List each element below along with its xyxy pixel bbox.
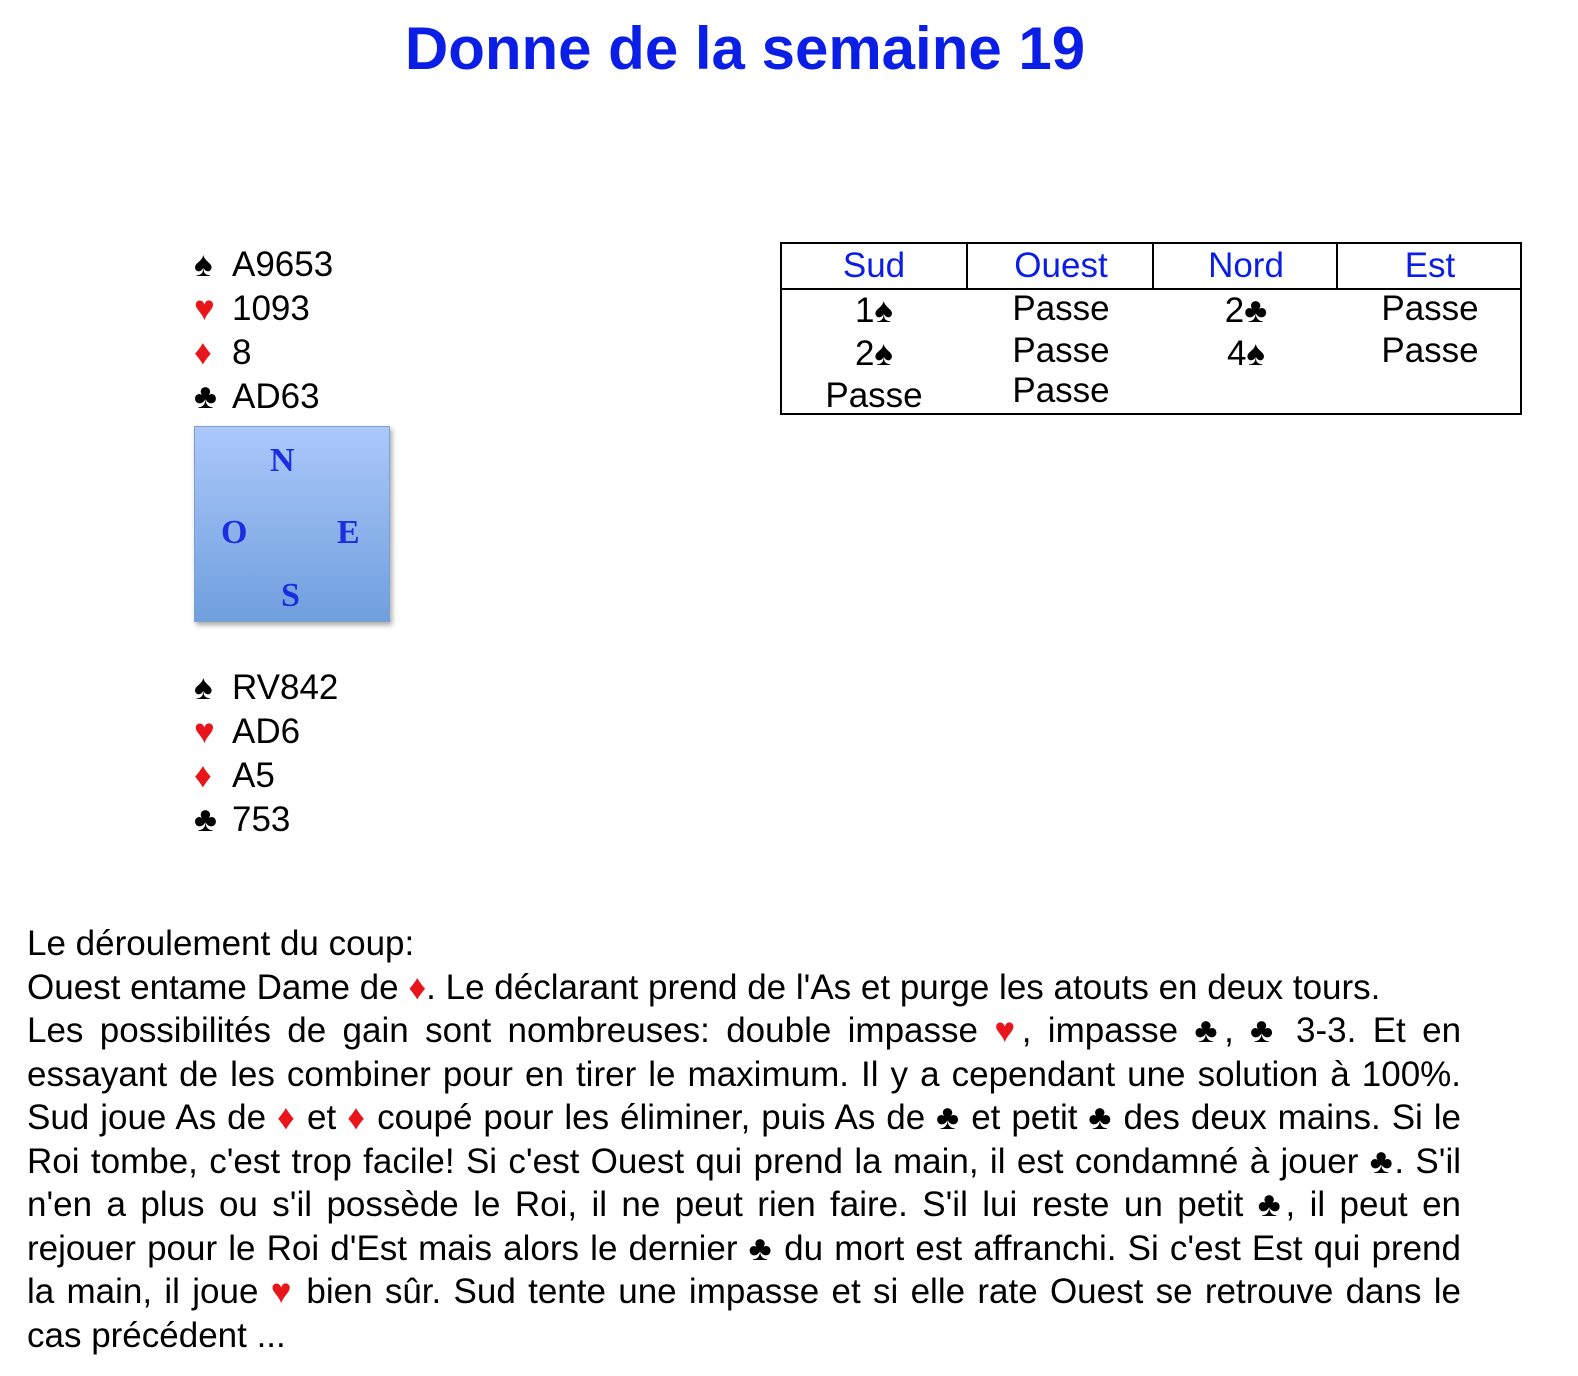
text-fragment: . Le déclarant prend de l'As et purge les atouts en deux tours. (426, 967, 1381, 1007)
compass-box (194, 426, 390, 622)
bid-cell: 4♠ (1226, 334, 1266, 373)
club-icon: ♣ (1257, 1185, 1286, 1224)
text-fragment: Ouest entame Dame de (27, 967, 409, 1007)
south-spades: RV842 (232, 668, 339, 707)
compass-north: N (270, 442, 295, 479)
heart-icon: ♥ (194, 289, 215, 328)
bid-cell: Passe (1012, 331, 1110, 370)
text-fragment: , impasse (1021, 1011, 1195, 1050)
diamond-icon: ♦ (277, 1098, 297, 1137)
bid-cell: 1♠ (854, 291, 894, 330)
bid-cell: 2♠ (854, 334, 894, 373)
club-icon: ♣ (1369, 1141, 1395, 1181)
heart-icon: ♥ (194, 712, 215, 751)
diamond-icon: ♦ (194, 756, 212, 795)
bid-cell: Passe (825, 376, 923, 415)
compass-south: S (281, 577, 300, 614)
narrative-heading: Le déroulement du coup: (27, 924, 415, 963)
north-clubs: AD63 (232, 377, 320, 416)
page-title: Donne de la semaine 19 (404, 15, 1086, 82)
text-fragment: des deux mains. Si le Roi tombe, c'est trop facile! Si c'est Ouest qui prend la main, il est condamné à jouer (27, 1098, 1461, 1181)
bid-cell: Passe (1381, 289, 1479, 328)
north-diamonds: 8 (232, 333, 252, 372)
header-est: Est (1336, 244, 1522, 288)
text-fragment: du mort est affranchi. Si c'est Est qui prend la main, il joue (27, 1228, 1461, 1311)
compass-east: E (337, 514, 360, 551)
header-sud: Sud (842, 246, 906, 285)
compass-west: O (221, 514, 248, 551)
text-fragment: coupé pour les éliminer, puis As de (366, 1098, 937, 1137)
north-hand (194, 243, 333, 419)
text-fragment: , (1224, 1011, 1251, 1050)
north-hearts: 1093 (232, 289, 310, 328)
text-fragment: . S'il n'en a plus ou s'il possède le Roi, il ne peut rien faire. S'il lui reste un petit (27, 1141, 1461, 1224)
text-fragment: et petit (960, 1098, 1089, 1137)
header-nord: Nord (1152, 244, 1338, 288)
club-icon: ♣ (748, 1228, 774, 1268)
north-spades-row (194, 243, 333, 287)
text-fragment: Sud joue As de (27, 1098, 277, 1137)
spade-icon: ♠ (194, 245, 213, 284)
north-diamonds-row (194, 331, 333, 375)
text-fragment: bien sûr. Sud tente une impasse et si elle rate Ouest se retrouve dans le cas précédent ... (27, 1272, 1461, 1355)
diamond-icon: ♦ (408, 967, 427, 1007)
narrative-line-1 (27, 966, 1461, 1010)
bid-cell: 2♣ (1224, 291, 1268, 330)
north-hearts-row (194, 287, 333, 331)
header-ouest: Ouest (966, 244, 1154, 288)
spade-icon: ♠ (194, 668, 213, 707)
club-icon: ♣ (936, 1098, 961, 1137)
club-icon: ♣ (1088, 1098, 1113, 1137)
bid-cell: Passe (1012, 371, 1110, 410)
south-clubs: 753 (232, 800, 291, 839)
club-icon: ♣ (194, 377, 217, 416)
south-hearts: AD6 (232, 712, 301, 751)
south-diamonds-row (194, 754, 338, 798)
south-clubs-row (194, 798, 338, 842)
text-fragment: Les possibilités de gain sont nombreuses: double impasse (27, 1011, 995, 1050)
bidding-header (782, 244, 1520, 290)
narrative-body (27, 1009, 1461, 1357)
club-icon: ♣ (1194, 1011, 1225, 1050)
north-clubs-row (194, 375, 333, 419)
text-fragment: , il peut en rejouer pour le Roi d'Est mais alors le dernier (27, 1185, 1461, 1268)
text-fragment: et (296, 1098, 348, 1137)
south-hand (194, 666, 338, 842)
diamond-icon: ♦ (194, 333, 212, 372)
club-icon: ♣ (194, 800, 217, 839)
south-diamonds: A5 (232, 756, 275, 795)
text-fragment: 3-3. Et en essayant de les combiner pour en tirer le maximum. Il y a cependant une solution à 100%. (27, 1011, 1462, 1094)
bid-cell: Passe (1012, 289, 1110, 328)
south-hearts-row (194, 710, 338, 754)
diamond-icon: ♦ (347, 1098, 367, 1137)
club-icon: ♣ (1250, 1011, 1280, 1050)
heart-icon: ♥ (270, 1272, 295, 1311)
narrative-text (27, 922, 1461, 1357)
bid-cell: Passe (1381, 331, 1479, 370)
south-spades-row (194, 666, 338, 710)
bidding-table (780, 242, 1522, 415)
north-spades: A9653 (232, 245, 334, 284)
heart-icon: ♥ (994, 1011, 1022, 1050)
